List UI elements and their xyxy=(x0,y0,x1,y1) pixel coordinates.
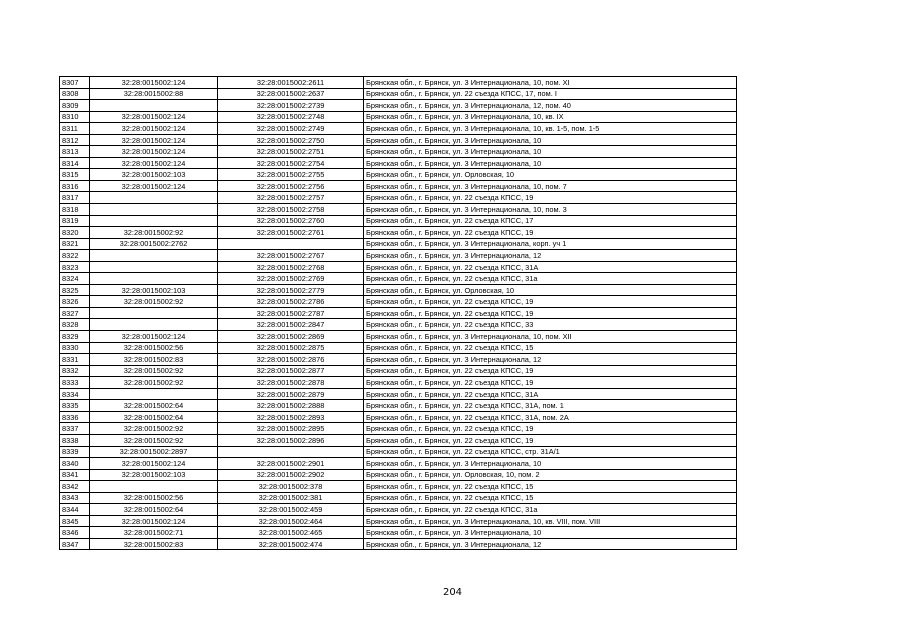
table-row xyxy=(60,469,737,481)
address-cell: Брянская обл., г. Брянск, ул. 22 съезда КПСС, 33 xyxy=(364,319,737,331)
table-row xyxy=(60,434,737,446)
address-cell: Брянская обл., г. Брянск, ул. 3 Интернационала, 10, кв. VIII, пом. VIII xyxy=(364,515,737,527)
cadastral-number-cell: 32:28:0015002:2847 xyxy=(218,319,364,331)
table-row xyxy=(60,77,737,89)
address-cell: Брянская обл., г. Брянск, ул. 22 съезда КПСС, 17, пом. I xyxy=(364,88,737,100)
table-row xyxy=(60,319,737,331)
address-cell: Брянская обл., г. Брянск, ул. 22 съезда КПСС, 15 xyxy=(364,492,737,504)
address-cell: Брянская обл., г. Брянск, ул. 3 Интернационала, 10, пом. 3 xyxy=(364,204,737,216)
parent-cadastral-number-cell: 32:28:0015002:92 xyxy=(90,423,218,435)
row-number-cell: 8310 xyxy=(60,111,90,123)
row-number-cell: 8333 xyxy=(60,377,90,389)
parent-cadastral-number-cell: 32:28:0015002:124 xyxy=(90,146,218,158)
address-cell: Брянская обл., г. Брянск, ул. 3 Интернационала, 12 xyxy=(364,538,737,550)
table-row xyxy=(60,238,737,250)
parent-cadastral-number-cell: 32:28:0015002:92 xyxy=(90,296,218,308)
parent-cadastral-number-cell: 32:28:0015002:64 xyxy=(90,411,218,423)
cadastral-number-cell: 32:28:0015002:378 xyxy=(218,481,364,493)
parent-cadastral-number-cell: 32:28:0015002:124 xyxy=(90,180,218,192)
row-number-cell: 8328 xyxy=(60,319,90,331)
parent-cadastral-number-cell xyxy=(90,481,218,493)
table-row xyxy=(60,215,737,227)
cadastral-number-cell: 32:28:0015002:2611 xyxy=(218,77,364,89)
row-number-cell: 8326 xyxy=(60,296,90,308)
address-cell: Брянская обл., г. Брянск, ул. 3 Интернационала, 10 xyxy=(364,134,737,146)
cadastral-number-cell: 32:28:0015002:2768 xyxy=(218,261,364,273)
cadastral-number-cell: 32:28:0015002:2749 xyxy=(218,123,364,135)
cadastral-number-cell: 32:28:0015002:2878 xyxy=(218,377,364,389)
row-number-cell: 8311 xyxy=(60,123,90,135)
address-cell: Брянская обл., г. Брянск, ул. 3 Интернационала, 10 xyxy=(364,527,737,539)
cadastral-number-cell: 32:28:0015002:2748 xyxy=(218,111,364,123)
parent-cadastral-number-cell: 32:28:0015002:2897 xyxy=(90,446,218,458)
address-cell: Брянская обл., г. Брянск, ул. 3 Интернационала, 10, пом. 7 xyxy=(364,180,737,192)
row-number-cell: 8312 xyxy=(60,134,90,146)
table-row xyxy=(60,365,737,377)
parent-cadastral-number-cell: 32:28:0015002:124 xyxy=(90,331,218,343)
table-row xyxy=(60,134,737,146)
address-cell: Брянская обл., г. Брянск, ул. Орловская, 10 xyxy=(364,169,737,181)
row-number-cell: 8330 xyxy=(60,342,90,354)
row-number-cell: 8308 xyxy=(60,88,90,100)
cadastral-number-cell: 32:28:0015002:2876 xyxy=(218,354,364,366)
table-row xyxy=(60,157,737,169)
address-cell: Брянская обл., г. Брянск, ул. 3 Интернационала, 10, пом. XI xyxy=(364,77,737,89)
row-number-cell: 8337 xyxy=(60,423,90,435)
parent-cadastral-number-cell: 32:28:0015002:92 xyxy=(90,377,218,389)
address-cell: Брянская обл., г. Брянск, ул. 22 съезда КПСС, 19 xyxy=(364,377,737,389)
address-cell: Брянская обл., г. Брянск, ул. 3 Интернационала, 10 xyxy=(364,146,737,158)
row-number-cell: 8322 xyxy=(60,250,90,262)
row-number-cell: 8332 xyxy=(60,365,90,377)
parent-cadastral-number-cell: 32:28:0015002:56 xyxy=(90,342,218,354)
row-number-cell: 8338 xyxy=(60,434,90,446)
address-cell: Брянская обл., г. Брянск, ул. 22 съезда КПСС, 17 xyxy=(364,215,737,227)
cadastral-number-cell: 32:28:0015002:459 xyxy=(218,504,364,516)
address-cell: Брянская обл., г. Брянск, ул. 22 съезда КПСС, стр. 31А/1 xyxy=(364,446,737,458)
table-row xyxy=(60,123,737,135)
address-cell: Брянская обл., г. Брянск, ул. 22 съезда КПСС, 31А xyxy=(364,388,737,400)
cadastral-number-cell: 32:28:0015002:2739 xyxy=(218,100,364,112)
row-number-cell: 8325 xyxy=(60,284,90,296)
table-row xyxy=(60,146,737,158)
row-number-cell: 8319 xyxy=(60,215,90,227)
table-row xyxy=(60,377,737,389)
parent-cadastral-number-cell: 32:28:0015002:92 xyxy=(90,227,218,239)
cadastral-number-cell: 32:28:0015002:2895 xyxy=(218,423,364,435)
table-row xyxy=(60,504,737,516)
row-number-cell: 8347 xyxy=(60,538,90,550)
cadastral-number-cell: 32:28:0015002:2879 xyxy=(218,388,364,400)
address-cell: Брянская обл., г. Брянск, ул. 22 съезда КПСС, 31а xyxy=(364,273,737,285)
parent-cadastral-number-cell: 32:28:0015002:124 xyxy=(90,111,218,123)
row-number-cell: 8339 xyxy=(60,446,90,458)
cadastral-number-cell: 32:28:0015002:2751 xyxy=(218,146,364,158)
cadastral-number-cell xyxy=(218,238,364,250)
parent-cadastral-number-cell xyxy=(90,261,218,273)
table-row xyxy=(60,261,737,273)
parent-cadastral-number-cell xyxy=(90,215,218,227)
cadastral-number-cell: 32:28:0015002:2769 xyxy=(218,273,364,285)
table-row xyxy=(60,204,737,216)
row-number-cell: 8336 xyxy=(60,411,90,423)
parent-cadastral-number-cell: 32:28:0015002:124 xyxy=(90,458,218,470)
parent-cadastral-number-cell: 32:28:0015002:71 xyxy=(90,527,218,539)
parent-cadastral-number-cell xyxy=(90,100,218,112)
cadastral-number-cell: 32:28:0015002:2761 xyxy=(218,227,364,239)
table-row xyxy=(60,354,737,366)
table-row xyxy=(60,446,737,458)
row-number-cell: 8343 xyxy=(60,492,90,504)
cadastral-number-cell: 32:28:0015002:2758 xyxy=(218,204,364,216)
row-number-cell: 8316 xyxy=(60,180,90,192)
row-number-cell: 8318 xyxy=(60,204,90,216)
parent-cadastral-number-cell: 32:28:0015002:92 xyxy=(90,434,218,446)
cadastral-number-cell: 32:28:0015002:2902 xyxy=(218,469,364,481)
row-number-cell: 8342 xyxy=(60,481,90,493)
address-cell: Брянская обл., г. Брянск, ул. 22 съезда КПСС, 19 xyxy=(364,307,737,319)
cadastral-number-cell: 32:28:0015002:2755 xyxy=(218,169,364,181)
cadastral-number-cell: 32:28:0015002:2893 xyxy=(218,411,364,423)
cadastral-number-cell: 32:28:0015002:2787 xyxy=(218,307,364,319)
table-row xyxy=(60,100,737,112)
row-number-cell: 8309 xyxy=(60,100,90,112)
cadastral-number-cell: 32:28:0015002:2750 xyxy=(218,134,364,146)
address-cell: Брянская обл., г. Брянск, ул. 22 съезда КПСС, 19 xyxy=(364,192,737,204)
address-cell: Брянская обл., г. Брянск, ул. 3 Интернационала, 12 xyxy=(364,250,737,262)
row-number-cell: 8321 xyxy=(60,238,90,250)
row-number-cell: 8329 xyxy=(60,331,90,343)
parent-cadastral-number-cell: 32:28:0015002:124 xyxy=(90,77,218,89)
parent-cadastral-number-cell: 32:28:0015002:88 xyxy=(90,88,218,100)
cadastral-number-cell: 32:28:0015002:465 xyxy=(218,527,364,539)
parent-cadastral-number-cell: 32:28:0015002:124 xyxy=(90,123,218,135)
address-cell: Брянская обл., г. Брянск, ул. 22 съезда КПСС, 19 xyxy=(364,296,737,308)
cadastral-number-cell: 32:28:0015002:2786 xyxy=(218,296,364,308)
address-cell: Брянская обл., г. Брянск, ул. 3 Интернационала, 10 xyxy=(364,458,737,470)
address-cell: Брянская обл., г. Брянск, ул. 3 Интернационала, 10, пом. XII xyxy=(364,331,737,343)
table-row xyxy=(60,273,737,285)
cadastral-number-cell: 32:28:0015002:2875 xyxy=(218,342,364,354)
parent-cadastral-number-cell xyxy=(90,204,218,216)
cadastral-number-cell: 32:28:0015002:2760 xyxy=(218,215,364,227)
row-number-cell: 8335 xyxy=(60,400,90,412)
row-number-cell: 8324 xyxy=(60,273,90,285)
table-row xyxy=(60,423,737,435)
address-cell: Брянская обл., г. Брянск, ул. 22 съезда КПСС, 31А xyxy=(364,261,737,273)
address-cell: Брянская обл., г. Брянск, ул. Орловская, 10 xyxy=(364,284,737,296)
address-cell: Брянская обл., г. Брянск, ул. 3 Интернационала, 10, кв. IX xyxy=(364,111,737,123)
address-cell: Брянская обл., г. Брянск, ул. 3 Интернационала, 12 xyxy=(364,354,737,366)
parent-cadastral-number-cell xyxy=(90,250,218,262)
address-cell: Брянская обл., г. Брянск, ул. 22 съезда КПСС, 19 xyxy=(364,434,737,446)
address-cell: Брянская обл., г. Брянск, ул. 3 Интернационала, 10, кв. 1-5, пом. 1-5 xyxy=(364,123,737,135)
cadastral-number-cell: 32:28:0015002:2901 xyxy=(218,458,364,470)
table-row xyxy=(60,307,737,319)
row-number-cell: 8320 xyxy=(60,227,90,239)
parent-cadastral-number-cell: 32:28:0015002:124 xyxy=(90,515,218,527)
table-row xyxy=(60,331,737,343)
cadastral-number-cell: 32:28:0015002:2767 xyxy=(218,250,364,262)
cadastral-number-cell: 32:28:0015002:2637 xyxy=(218,88,364,100)
parent-cadastral-number-cell: 32:28:0015002:64 xyxy=(90,400,218,412)
parent-cadastral-number-cell xyxy=(90,192,218,204)
table-row xyxy=(60,538,737,550)
row-number-cell: 8307 xyxy=(60,77,90,89)
cadastral-number-cell: 32:28:0015002:2756 xyxy=(218,180,364,192)
table-row xyxy=(60,192,737,204)
parent-cadastral-number-cell: 32:28:0015002:83 xyxy=(90,538,218,550)
row-number-cell: 8323 xyxy=(60,261,90,273)
table-row xyxy=(60,388,737,400)
address-cell: Брянская обл., г. Брянск, ул. 22 съезда КПСС, 31а xyxy=(364,504,737,516)
address-cell: Брянская обл., г. Брянск, ул. 22 съезда КПСС, 31А, пом. 1 xyxy=(364,400,737,412)
cadastral-number-cell: 32:28:0015002:2869 xyxy=(218,331,364,343)
parent-cadastral-number-cell: 32:28:0015002:92 xyxy=(90,365,218,377)
row-number-cell: 8341 xyxy=(60,469,90,481)
table-row xyxy=(60,227,737,239)
table-row xyxy=(60,88,737,100)
table-row xyxy=(60,400,737,412)
address-cell: Брянская обл., г. Брянск, ул. 22 съезда КПСС, 15 xyxy=(364,481,737,493)
parent-cadastral-number-cell: 32:28:0015002:56 xyxy=(90,492,218,504)
table-row xyxy=(60,180,737,192)
parent-cadastral-number-cell: 32:28:0015002:64 xyxy=(90,504,218,516)
address-cell: Брянская обл., г. Брянск, ул. 3 Интернационала, корп. уч 1 xyxy=(364,238,737,250)
cadastral-number-cell: 32:28:0015002:2754 xyxy=(218,157,364,169)
cadastral-number-cell: 32:28:0015002:381 xyxy=(218,492,364,504)
address-cell: Брянская обл., г. Брянск, ул. 3 Интернационала, 10 xyxy=(364,157,737,169)
table-row xyxy=(60,342,737,354)
address-cell: Брянская обл., г. Брянск, ул. Орловская, 10, пом. 2 xyxy=(364,469,737,481)
parent-cadastral-number-cell xyxy=(90,273,218,285)
parent-cadastral-number-cell: 32:28:0015002:103 xyxy=(90,469,218,481)
table-row xyxy=(60,515,737,527)
table-row xyxy=(60,250,737,262)
table-row xyxy=(60,169,737,181)
row-number-cell: 8331 xyxy=(60,354,90,366)
table-row xyxy=(60,296,737,308)
parent-cadastral-number-cell: 32:28:0015002:124 xyxy=(90,134,218,146)
cadastral-number-cell: 32:28:0015002:2896 xyxy=(218,434,364,446)
row-number-cell: 8317 xyxy=(60,192,90,204)
parent-cadastral-number-cell xyxy=(90,307,218,319)
table-row xyxy=(60,527,737,539)
table-row xyxy=(60,481,737,493)
parent-cadastral-number-cell: 32:28:0015002:83 xyxy=(90,354,218,366)
row-number-cell: 8313 xyxy=(60,146,90,158)
table-row xyxy=(60,111,737,123)
parent-cadastral-number-cell: 32:28:0015002:2762 xyxy=(90,238,218,250)
registry-table xyxy=(59,76,737,550)
cadastral-number-cell: 32:28:0015002:2877 xyxy=(218,365,364,377)
address-cell: Брянская обл., г. Брянск, ул. 22 съезда КПСС, 19 xyxy=(364,227,737,239)
table-row xyxy=(60,458,737,470)
row-number-cell: 8327 xyxy=(60,307,90,319)
cadastral-number-cell: 32:28:0015002:2757 xyxy=(218,192,364,204)
row-number-cell: 8334 xyxy=(60,388,90,400)
table-row xyxy=(60,284,737,296)
row-number-cell: 8346 xyxy=(60,527,90,539)
parent-cadastral-number-cell: 32:28:0015002:124 xyxy=(90,157,218,169)
parent-cadastral-number-cell: 32:28:0015002:103 xyxy=(90,284,218,296)
address-cell: Брянская обл., г. Брянск, ул. 3 Интернационала, 12, пом. 40 xyxy=(364,100,737,112)
address-cell: Брянская обл., г. Брянск, ул. 22 съезда КПСС, 15 xyxy=(364,342,737,354)
page-number: 204 xyxy=(442,587,463,598)
table-row xyxy=(60,492,737,504)
cadastral-number-cell: 32:28:0015002:2779 xyxy=(218,284,364,296)
row-number-cell: 8344 xyxy=(60,504,90,516)
row-number-cell: 8314 xyxy=(60,157,90,169)
address-cell: Брянская обл., г. Брянск, ул. 22 съезда КПСС, 19 xyxy=(364,423,737,435)
row-number-cell: 8345 xyxy=(60,515,90,527)
row-number-cell: 8315 xyxy=(60,169,90,181)
cadastral-number-cell: 32:28:0015002:2888 xyxy=(218,400,364,412)
row-number-cell: 8340 xyxy=(60,458,90,470)
cadastral-number-cell: 32:28:0015002:464 xyxy=(218,515,364,527)
address-cell: Брянская обл., г. Брянск, ул. 22 съезда КПСС, 19 xyxy=(364,365,737,377)
cadastral-number-cell: 32:28:0015002:474 xyxy=(218,538,364,550)
parent-cadastral-number-cell: 32:28:0015002:103 xyxy=(90,169,218,181)
address-cell: Брянская обл., г. Брянск, ул. 22 съезда КПСС, 31А, пом. 2А xyxy=(364,411,737,423)
table-row xyxy=(60,411,737,423)
parent-cadastral-number-cell xyxy=(90,388,218,400)
cadastral-number-cell xyxy=(218,446,364,458)
parent-cadastral-number-cell xyxy=(90,319,218,331)
